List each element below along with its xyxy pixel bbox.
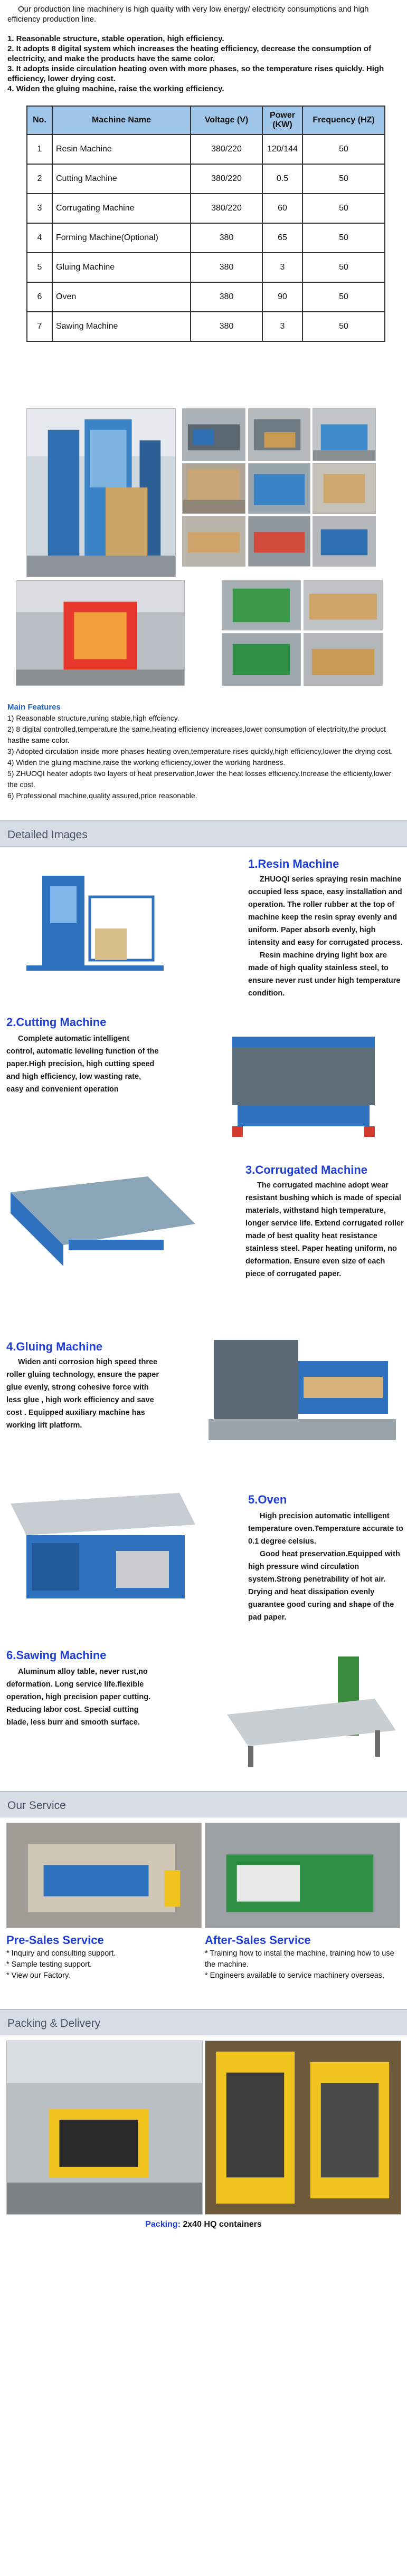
factory-photo <box>313 463 376 514</box>
intro-block <box>0 0 407 94</box>
cell-machine-name: Sawing Machine <box>52 312 191 341</box>
list-item: * Engineers available to service machinery overseas. <box>205 1971 385 1980</box>
section-title: Our Service <box>7 1799 66 1812</box>
factory-photo <box>313 408 376 461</box>
cell-frequency: 50 <box>302 135 385 164</box>
table-header-row <box>27 106 385 135</box>
cell-no: 5 <box>27 253 52 282</box>
section-title: Packing & Delivery <box>7 2017 101 2029</box>
machine-spec-table <box>26 106 385 342</box>
cell-power: 65 <box>262 223 302 253</box>
factory-photo <box>182 408 245 461</box>
cell-machine-name: Oven <box>52 282 191 312</box>
intro-point: 3. It adopts inside circulation heating oven with more phases, so the temperature rises quickly. High efficiency, lower drying cost. <box>7 64 384 83</box>
cell-machine-name: Corrugating Machine <box>52 194 191 223</box>
factory-photo <box>304 580 383 630</box>
resin-line-photo <box>26 408 176 577</box>
pre-sales-photo <box>6 1823 202 1928</box>
cell-no: 2 <box>27 164 52 194</box>
factory-photo <box>313 516 376 567</box>
cell-voltage: 380/220 <box>191 164 262 194</box>
feature-item: 1) Reasonable structure,runing stable,high effciency. <box>7 714 179 722</box>
container-loading-photo <box>205 2041 401 2215</box>
col-header-name: Machine Name <box>52 106 191 135</box>
packing-photo <box>6 2041 203 2215</box>
main-features <box>7 702 401 801</box>
col-header-frequency: Frequency (HZ) <box>302 106 385 135</box>
cutting-machine-para: Complete automatic intelligent control, automatic leveling function of the paper.High precision, high cutting speed and high efficiency, low wasting rate, easy and convenient operation <box>6 1035 159 1094</box>
factory-photo <box>222 633 301 686</box>
gluing-machine-desc <box>6 1356 159 1432</box>
factory-photo <box>248 408 310 461</box>
corrugated-machine-photo <box>0 1161 201 1287</box>
cell-voltage: 380 <box>191 223 262 253</box>
cell-machine-name: Resin Machine <box>52 135 191 164</box>
cell-voltage: 380/220 <box>191 135 262 164</box>
intro-point: 1. Reasonable structure, stable operation, high efficiency. <box>7 34 224 43</box>
cell-no: 1 <box>27 135 52 164</box>
cell-no: 4 <box>27 223 52 253</box>
packing-value: 2x40 HQ containers <box>180 2220 262 2229</box>
cell-voltage: 380 <box>191 282 262 312</box>
sawing-machine-title: 6.Sawing Machine <box>6 1649 107 1662</box>
table-row <box>27 135 385 164</box>
feature-item: 6) Professional machine,quality assured,price reasonable. <box>7 791 197 800</box>
cutting-machine-photo <box>216 1016 396 1142</box>
intro-point: 4. Widen the gluing machine, raise the working efficiency. <box>7 84 224 93</box>
feature-item: 5) ZHUOQI heater adopts two layers of heat preservation,lower the heat losses efficiency.Increase the efficienty,lower the cost. <box>7 769 392 789</box>
resin-machine-photo <box>11 865 179 987</box>
packing-caption <box>0 2220 407 2229</box>
oven-para: High precision automatic intelligent temperature oven.Temperature accurate to 0.1 degree celsius. <box>248 1512 403 1546</box>
gluing-machine-photo <box>209 1329 396 1456</box>
cutting-machine-desc <box>6 1032 159 1096</box>
cell-machine-name: Forming Machine(Optional) <box>52 223 191 253</box>
cell-frequency: 50 <box>302 282 385 312</box>
intro-points <box>7 34 400 94</box>
factory-photo <box>248 463 310 514</box>
gluing-machine-title: 4.Gluing Machine <box>6 1340 103 1353</box>
sawing-machine-photo <box>216 1651 401 1773</box>
table-row <box>27 282 385 312</box>
corrugated-machine-desc <box>245 1179 404 1280</box>
oven-photo <box>0 1482 201 1614</box>
pre-sales-title: Pre-Sales Service <box>6 1933 104 1947</box>
features-title: Main Features <box>7 703 61 712</box>
sawing-machine-desc <box>6 1665 159 1729</box>
cell-frequency: 50 <box>302 253 385 282</box>
cell-frequency: 50 <box>302 164 385 194</box>
section-header-service <box>0 1791 407 1817</box>
list-item: * Sample testing support. <box>6 1960 92 1969</box>
corrugated-machine-title: 3.Corrugated Machine <box>245 1163 368 1176</box>
section-header-detailed <box>0 820 407 847</box>
oven-para: Good heat preservation.Equipped with high pressure wind circulation system.Strong penetrability of hot air. Drying and heat dissipation evenly guarantee good curing and shape of the pad paper. <box>248 1550 400 1622</box>
list-item: * Training how to instal the machine, training how to use the machine. <box>205 1949 394 1969</box>
corrugated-machine-para: The corrugated machine adopt wear resistant bushing which is made of special materials, withstand high temperature, longer service life. Extend corrugated roller made of best quality heat resistance stainless steel. Paper heating uniform, no deformation. Ensure even size of each piece of corrugated paper. <box>245 1181 404 1278</box>
factory-photo <box>182 516 245 567</box>
resin-machine-title: 1.Resin Machine <box>248 857 339 870</box>
cell-no: 3 <box>27 194 52 223</box>
cell-frequency: 50 <box>302 223 385 253</box>
oven-desc <box>248 1510 404 1624</box>
feature-item: 4) Widen the gluing machine,raise the working efficiency,lower the working hardness. <box>7 758 286 767</box>
table-row <box>27 223 385 253</box>
col-header-power: Power (KW) <box>262 106 302 135</box>
gluing-machine-para: Widen anti corrosion high speed three roller gluing technology, ensure the paper glue evenly, strong cohesive force with less glue , high work efficiency and save cost . Equipped auxiliary machine has working lift platform. <box>6 1358 159 1430</box>
feature-item: 2) 8 digital controlled,temperature the same,heating efficiency increases,lower consumption of electricity,the product hasthe same color. <box>7 725 386 744</box>
cell-power: 0.5 <box>262 164 302 194</box>
cell-no: 7 <box>27 312 52 341</box>
after-sales-title: After-Sales Service <box>205 1933 311 1947</box>
cell-power: 3 <box>262 312 302 341</box>
resin-machine-para: Resin machine drying light box are made of high quality stainless steel, to ensure never rust under high temperature condition. <box>248 951 401 998</box>
resin-machine-para: ZHUOQI series spraying resin machine occupied less space, easy installation and operation. The roller rubber at the top of machine keep the resin spray evenly and uniform. Paper absorb evenly, high intensity and easy for corrugated process. <box>248 875 403 947</box>
after-sales-list <box>205 1948 395 1981</box>
col-header-no: No. <box>27 106 52 135</box>
section-header-packing <box>0 2009 407 2035</box>
cell-voltage: 380/220 <box>191 194 262 223</box>
resin-machine-desc <box>248 873 404 1000</box>
cell-power: 3 <box>262 253 302 282</box>
cutting-machine-title: 2.Cutting Machine <box>6 1016 107 1029</box>
intro-point: 2. It adopts 8 digital system which increases the heating efficiency, decrease the consumption of electricity, and make the products have the same color. <box>7 44 372 63</box>
feature-item: 3) Adopted circulation inside more phases heating oven,temperature rises quickly,high efficiency,lower the drying cost. <box>7 747 393 755</box>
factory-photo <box>182 463 245 514</box>
cell-machine-name: Gluing Machine <box>52 253 191 282</box>
section-title: Detailed Images <box>7 829 88 841</box>
table-row <box>27 312 385 341</box>
oven-title: 5.Oven <box>248 1493 287 1506</box>
intro-lead: Our production line machinery is high quality with very low energy/ electricity consumptions and high efficiency production line. <box>7 5 369 24</box>
table-row <box>27 253 385 282</box>
cell-machine-name: Cutting Machine <box>52 164 191 194</box>
factory-photo <box>222 580 301 630</box>
cell-frequency: 50 <box>302 194 385 223</box>
cell-voltage: 380 <box>191 253 262 282</box>
after-sales-photo <box>205 1823 400 1928</box>
list-item: * View our Factory. <box>6 1971 71 1980</box>
cell-power: 90 <box>262 282 302 312</box>
packing-label: Packing: <box>145 2220 181 2229</box>
cell-voltage: 380 <box>191 312 262 341</box>
pre-sales-list <box>6 1948 196 1981</box>
col-header-voltage: Voltage (V) <box>191 106 262 135</box>
cell-frequency: 50 <box>302 312 385 341</box>
cell-power: 60 <box>262 194 302 223</box>
cell-no: 6 <box>27 282 52 312</box>
cell-power: 120/144 <box>262 135 302 164</box>
sawing-machine-para: Aluminum alloy table, never rust,no deformation. Long service life.flexible operation, high precision paper cutting. Reducing labor cost. Special cutting blade, less burr and smooth surface. <box>6 1668 151 1727</box>
table-row <box>27 164 385 194</box>
factory-photo <box>248 516 310 567</box>
table-row <box>27 194 385 223</box>
factory-photo <box>304 633 383 686</box>
list-item: * Inquiry and consulting support. <box>6 1949 116 1958</box>
workshop-photo <box>16 580 185 686</box>
